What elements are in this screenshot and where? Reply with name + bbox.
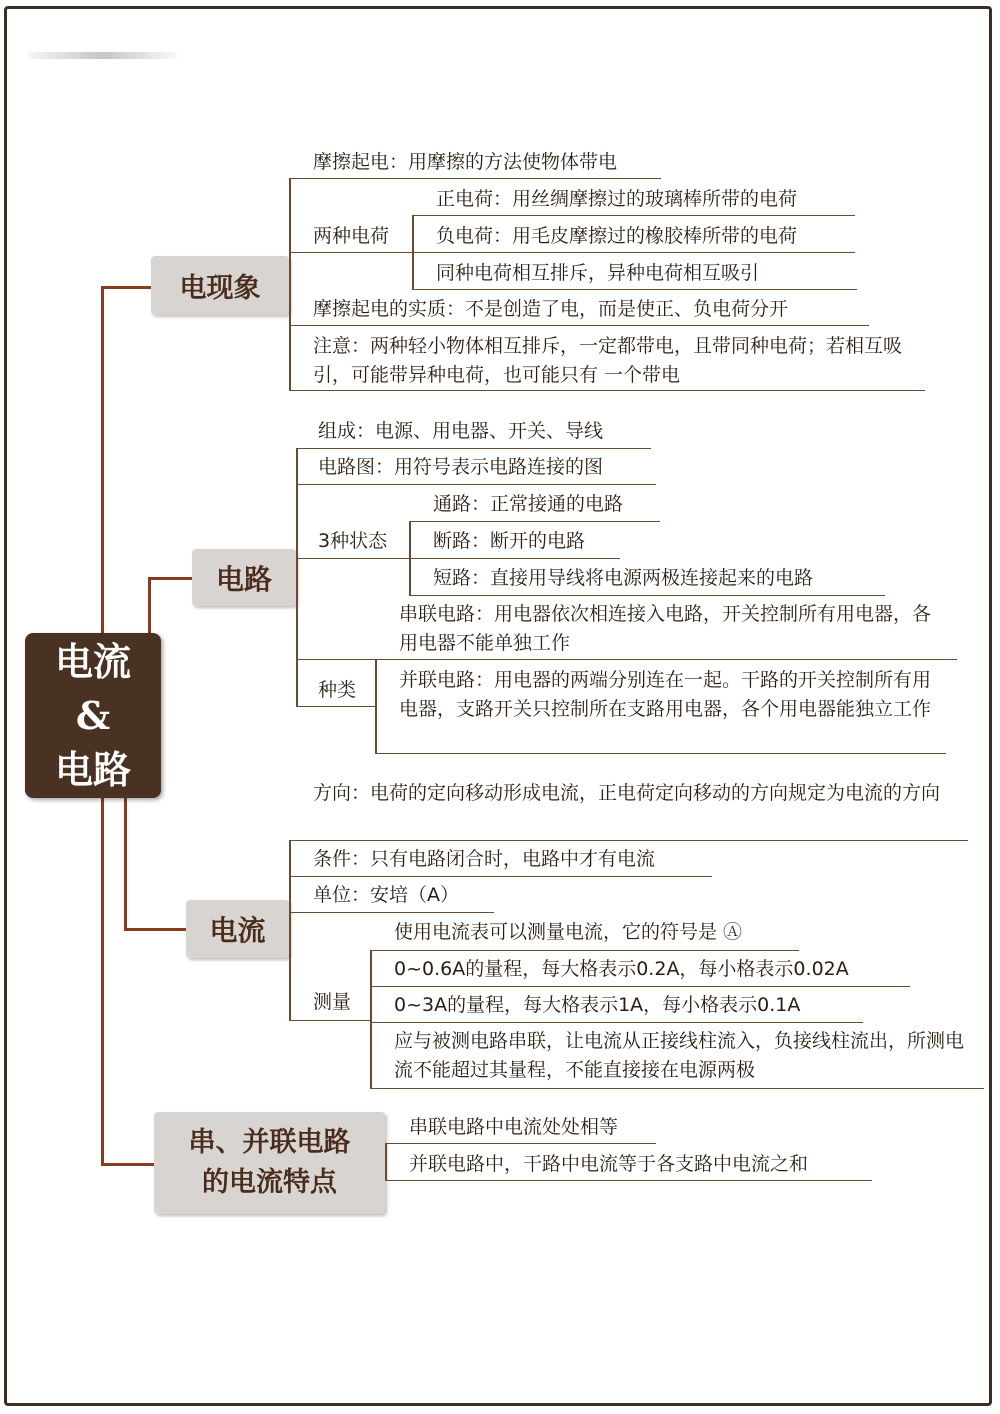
range-3-text: 0~3A的量程，每大格表示1A，每小格表示0.1A <box>394 994 801 1016</box>
root-node <box>25 633 161 798</box>
current-unit-text: 单位：安培（A） <box>313 884 459 906</box>
node-current <box>186 900 289 958</box>
circuit-states-label: 3种状态 <box>318 530 388 552</box>
underline-parallel-current <box>385 1180 872 1181</box>
phenomenon-bracket <box>289 178 291 390</box>
parallel-current-text: 并联电路中，干路中电流等于各支路中电流之和 <box>409 1153 809 1175</box>
underline-essence <box>289 325 869 326</box>
node-features-line-1: 串、并联电路 <box>188 1127 351 1158</box>
root-line-2: & <box>75 692 111 738</box>
connector-current-v <box>124 797 127 929</box>
underline-negative <box>289 252 855 253</box>
root-line-3: 电路 <box>54 746 131 792</box>
circuit-composition-text: 组成：电源、用电器、开关、导线 <box>318 420 604 442</box>
current-bracket <box>289 840 291 1020</box>
connector-phenomenon <box>101 286 151 289</box>
circuit-diagram-text: 电路图：用符号表示电路连接的图 <box>318 456 604 478</box>
underline-measure <box>289 1020 371 1021</box>
node-circuit-label: 电路 <box>215 562 272 596</box>
node-circuit <box>192 549 296 606</box>
current-direction-text: 方向：电荷的定向移动形成电流，正电荷定向移动的方向规定为电流的方向 <box>313 782 941 804</box>
state-short-text: 短路：直接用导线将电源两极连接起来的电路 <box>433 567 814 589</box>
underline-positive <box>412 215 855 216</box>
node-current-label: 电流 <box>209 914 266 947</box>
underline-friction <box>289 178 661 179</box>
phenomenon-note-text: 注意：两种轻小物体相互排斥，一定都带电，且带同种电荷；若相互吸引，可能带异种电荷，也可能只有 一个带电 <box>313 335 903 386</box>
underline-range-06 <box>370 986 910 987</box>
node-phenomenon-label: 电现象 <box>179 273 261 304</box>
underline-series <box>296 659 957 660</box>
underline-unit <box>289 912 494 913</box>
node-features <box>154 1112 385 1214</box>
root-line-1: 电流 <box>54 638 131 684</box>
underline-short <box>409 595 885 596</box>
connector-circuit-h <box>148 577 192 580</box>
underline-condition <box>289 876 712 877</box>
range-06-text: 0~0.6A的量程，每大格表示0.2A，每小格表示0.02A <box>394 958 849 980</box>
underline-ammeter <box>370 950 799 951</box>
current-condition-text: 条件：只有电路闭合时，电路中才有电流 <box>313 848 656 870</box>
ammeter-text: 使用电流表可以测量电流，它的符号是 Ⓐ <box>394 921 743 943</box>
connector-features <box>101 1163 154 1166</box>
current-measure-bracket <box>370 950 372 1088</box>
connector-current-h <box>124 928 186 931</box>
underline-parallel <box>375 753 946 754</box>
current-measure-label: 测量 <box>313 991 352 1013</box>
series-circuit-text: 串联电路：用电器依次相连接入电路，开关控制所有用电器，各用电器不能单独工作 <box>399 603 932 654</box>
friction-charging-text: 摩擦起电：用摩擦的方法使物体带电 <box>313 151 618 173</box>
underline-diagram <box>296 484 656 485</box>
underline-series-current <box>385 1143 656 1144</box>
charge-interaction-text: 同种电荷相互排斥，异种电荷相互吸引 <box>436 262 760 284</box>
underline-interaction <box>412 289 857 290</box>
state-open-text: 断路：断开的电路 <box>433 530 586 552</box>
parallel-circuit-text: 并联电路：用电器的两端分别连在一起。干路的开关控制所有用电器，支路开关只控制所在支路用电器，各个用电器能独立工作 <box>399 669 932 720</box>
positive-charge-text: 正电荷：用丝绸摩擦过的玻璃棒所带的电荷 <box>436 188 798 210</box>
series-current-text: 串联电路中电流处处相等 <box>409 1116 619 1138</box>
underline-direction <box>289 840 968 841</box>
circuit-bracket <box>296 448 298 706</box>
node-features-line-2: 的电流特点 <box>202 1167 337 1198</box>
node-phenomenon <box>151 256 289 315</box>
underline-rules <box>370 1088 984 1089</box>
circuit-types-label: 种类 <box>318 679 357 701</box>
features-bracket <box>385 1143 387 1180</box>
state-closed-text: 通路：正常接通的电路 <box>433 493 624 515</box>
connector-circuit-v <box>148 577 151 635</box>
two-charges-label: 两种电荷 <box>313 225 390 247</box>
underline-open <box>296 558 620 559</box>
decorative-streak <box>28 52 178 59</box>
underline-types <box>296 706 376 707</box>
negative-charge-text: 负电荷：用毛皮摩擦过的橡胶棒所带的电荷 <box>436 225 798 247</box>
friction-essence-text: 摩擦起电的实质：不是创造了电，而是使正、负电荷分开 <box>313 298 789 320</box>
underline-note <box>289 390 925 391</box>
underline-closed <box>409 521 660 522</box>
underline-composition <box>296 448 651 449</box>
underline-range-3 <box>370 1022 863 1023</box>
measure-rules-text: 应与被测电路串联，让电流从正接线柱流入，负接线柱流出，所测电流不能超过其量程，不能直接接在电源两极 <box>394 1030 965 1081</box>
